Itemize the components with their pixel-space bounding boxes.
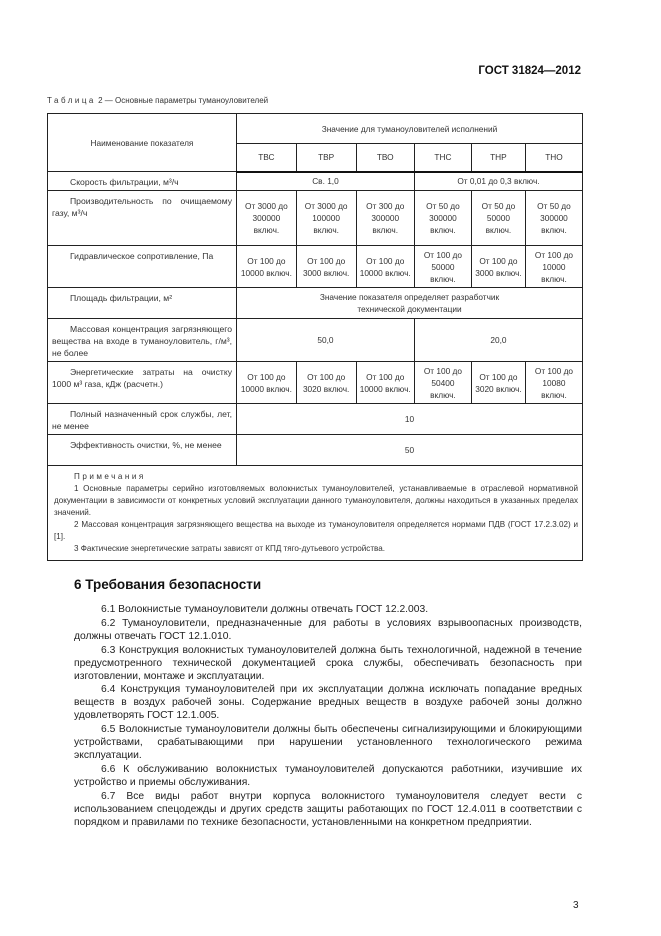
caption-text: 2 — Основные параметры туманоуловителей xyxy=(95,96,269,105)
cell: От 3000 до 100000 включ. xyxy=(296,191,356,246)
parameters-table xyxy=(47,113,583,561)
table-row xyxy=(48,362,583,404)
page-number: 3 xyxy=(573,900,579,911)
cell: От 100 до 10000 включ. xyxy=(356,362,414,404)
table-row xyxy=(48,288,583,319)
caption-label: Таблица xyxy=(47,96,96,105)
note: 1 Основные параметры серийно изготовляемых волокнистых туманоуловителей, устанавливаемые в отраслевой нормативной документации в зависимости от конкретных условий эксплуатации данного туманоуловителя, должны находиться в указанных пределах значений. xyxy=(54,484,578,517)
cell: От 50 до 50000 включ. xyxy=(471,191,525,246)
paragraph: 6.5 Волокнистые туманоуловители должны быть обеспечены сигнализирующими и блокирующими устройствами, срабатывающими при нарушении установленного технологического режима эксплуатации. xyxy=(74,724,582,761)
section-heading: 6 Требования безопасности xyxy=(74,577,262,592)
cell: От 100 до 10080 включ. xyxy=(525,362,582,404)
cell: 20,0 xyxy=(414,319,582,362)
cell: От 3000 до 300000 включ. xyxy=(237,191,297,246)
cell: От 100 до 3000 включ. xyxy=(471,246,525,288)
cell: От 100 до 3000 включ. xyxy=(296,246,356,288)
section-body xyxy=(74,604,582,830)
row-label: Скорость фильтрации, м³/ч xyxy=(48,172,237,191)
table-row xyxy=(48,191,583,246)
cell: 50 xyxy=(237,435,583,466)
cell: От 100 до 10000 включ. xyxy=(237,246,297,288)
table-row xyxy=(48,319,583,362)
table-row xyxy=(48,404,583,435)
table-row xyxy=(48,246,583,288)
note: 3 Фактические энергетические затраты зависят от КПД тяго-дутьевого устройства. xyxy=(74,544,385,553)
cell: От 50 до 300000 включ. xyxy=(414,191,471,246)
paragraph: 6.7 Все виды работ внутри корпуса волокнистого туманоуловителя следует вести с использованием спецодежды и других средств защиты работающих по ГОСТ 12.4.011 в соответствии с порядком и правилами по технике безопасности, установленными на конкретном предприятии. xyxy=(74,790,582,828)
cell: От 100 до 10000 включ. xyxy=(237,362,297,404)
header-name: Наименование показателя xyxy=(48,114,237,172)
header-type: ТНС xyxy=(414,144,471,172)
cell: От 100 до 10000 включ. xyxy=(356,246,414,288)
cell: 50,0 xyxy=(237,319,415,362)
notes-title: Примечания xyxy=(74,472,146,481)
paragraph: 6.3 Конструкция волокнистых туманоуловителей должна быть технологичной, надежной в течение предусмотренного технической документацией срока службы, обеспечивать безопасность при изготовлении, монтаже и эксплуатации. xyxy=(74,644,582,682)
paragraph: 6.4 Конструкция туманоуловителей при их эксплуатации должна исключать попадание вредных веществ в воздух рабочей зоны. Содержание вредных веществ в воздухе рабочей зоны должно удовлетворять ГОСТ 12.1.005. xyxy=(74,684,582,722)
header-type: ТВС xyxy=(237,144,297,172)
row-label: Площадь фильтрации, м² xyxy=(48,288,237,319)
row-label: Эффективность очистки, %, не менее xyxy=(48,435,237,466)
header-group: Значение для туманоуловителей исполнений xyxy=(237,114,583,144)
row-label: Производительность по очищаемому газу, м³/ч xyxy=(48,191,237,246)
paragraph: 6.1 Волокнистые туманоуловители должны отвечать ГОСТ 12.2.003. xyxy=(101,604,429,615)
paragraph: 6.2 Туманоуловители, предназначенные для работы в условиях взрывоопасных производств, должны отвечать ГОСТ 12.1.010. xyxy=(74,617,582,642)
row-label: Гидравлическое сопротивление, Па xyxy=(48,246,237,288)
row-label: Энергетические затраты на очистку 1000 м³ газа, кДж (расчетн.) xyxy=(48,362,237,404)
row-label: Полный назначенный срок службы, лет, не менее xyxy=(48,404,237,435)
header-type: ТВО xyxy=(356,144,414,172)
row-label: Массовая концентрация загрязняющего вещества на входе в туманоуловитель, г/м³, не более xyxy=(48,319,237,362)
paragraph: 6.6 К обслуживанию волокнистых туманоуловителей допускаются работники, изучившие их устройство и приемы обслуживания. xyxy=(74,763,582,788)
header-type: ТНО xyxy=(525,144,582,172)
table-notes xyxy=(48,466,583,561)
cell: От 100 до 3020 включ. xyxy=(471,362,525,404)
table-row xyxy=(48,172,583,191)
cell: От 100 до 50000 включ. xyxy=(414,246,471,288)
cell: Значение показателя определяет разработчик технической документации xyxy=(237,288,583,319)
cell: Св. 1,0 xyxy=(237,172,415,191)
header-type: ТВР xyxy=(296,144,356,172)
cell: От 0,01 до 0,3 включ. xyxy=(414,172,582,191)
cell: От 100 до 10000 включ. xyxy=(525,246,582,288)
cell: 10 xyxy=(237,404,583,435)
table-row xyxy=(48,435,583,466)
cell: От 100 до 50400 включ. xyxy=(414,362,471,404)
cell: От 300 до 300000 включ. xyxy=(356,191,414,246)
cell: От 100 до 3020 включ. xyxy=(296,362,356,404)
note: 2 Массовая концентрация загрязняющего вещества на выходе из туманоуловителя определяется нормами ПДВ (ГОСТ 17.2.3.02) и [1]. xyxy=(54,520,578,541)
cell: От 50 до 300000 включ. xyxy=(525,191,582,246)
document-header: ГОСТ 31824—2012 xyxy=(478,65,581,77)
notes-row xyxy=(48,466,583,561)
table-caption xyxy=(47,96,268,105)
header-type: ТНР xyxy=(471,144,525,172)
